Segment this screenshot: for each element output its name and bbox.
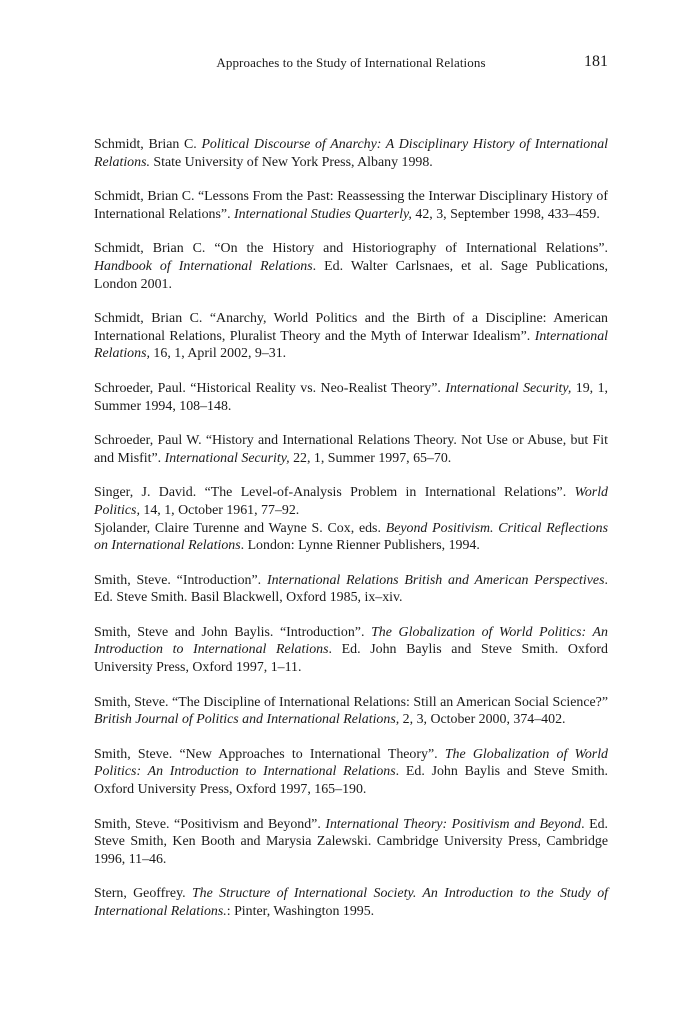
entry-text: 19, 1, Summer 1994, 108–148.: [94, 380, 608, 414]
bibliography-entry: [94, 694, 608, 729]
entry-text: 16, 1, April 2002, 9–31.: [149, 346, 287, 362]
entry-title-italic: Handbook of International Relations: [94, 258, 313, 274]
bibliography-entry: [94, 572, 608, 607]
bibliography-entry: [94, 484, 608, 519]
entry-text: 2, 3, October 2000, 374–402.: [399, 712, 566, 728]
entry-text: Schmidt, Brian C.: [94, 137, 202, 152]
bibliography-entry: [94, 624, 608, 677]
running-header: [94, 54, 608, 74]
entry-title-italic: International Security,: [445, 380, 572, 396]
bibliography-entry: [94, 520, 608, 555]
bibliography-list: [94, 136, 608, 921]
entry-text: Stern, Geoffrey.: [94, 886, 192, 902]
entry-text: Singer, J. David. “The Level-of-Analysis Problem in International Relations”.: [94, 485, 575, 501]
entry-title-italic: The Structure of International Society. An Introduction to the Study of International Relations.: [94, 886, 608, 919]
entry-text: Smith, Steve. “The Discipline of International Relations: Still an American Social Science?”: [94, 694, 608, 710]
entry-text: Schroeder, Paul. “Historical Reality vs. Neo-Realist Theory”.: [94, 380, 446, 396]
entry-text: Smith, Steve. “Introduction”.: [94, 572, 267, 588]
entry-title-italic: Political Discourse of Anarchy: A Disciplinary History of International Relations.: [94, 137, 608, 170]
entry-text: 14, 1, October 1961, 77–92.: [139, 502, 300, 518]
entry-text: . Ed. Walter Carlsnaes, et al. Sage Publications, London 2001.: [94, 258, 608, 292]
entry-title-italic: World Politics,: [94, 485, 608, 518]
entry-text: Schroeder, Paul W. “History and International Relations Theory. Not Use or Abuse, but Fit and Misfit”.: [94, 433, 608, 466]
entry-title-italic: The Globalization of World Politics: An Introduction to International Relations: [94, 746, 609, 780]
running-title: Approaches to the Study of International Relations: [216, 55, 486, 70]
entry-text: 22, 1, Summer 1997, 65–70.: [289, 450, 452, 466]
bibliography-entry: [94, 432, 608, 467]
entry-text: Smith, Steve. “Positivism and Beyond”.: [94, 816, 326, 832]
entry-text: . Ed. Steve Smith, Ken Booth and Marysia Zalewski. Cambridge University Press, Cambridge 1996, 11–46.: [94, 816, 608, 867]
entry-text: State University of New York Press, Albany 1998.: [149, 154, 433, 170]
entry-text: Schmidt, Brian C. “On the History and Historiography of International Relations”.: [94, 241, 608, 257]
bibliography-entry: [94, 885, 608, 920]
bibliography-entry: [94, 240, 608, 293]
entry-text: . Ed. John Baylis and Steve Smith. Oxford University Press, Oxford 1997, 165–190.: [94, 764, 608, 798]
entry-text: . London: Lynne Rienner Publishers, 1994.: [240, 538, 480, 554]
entry-title-italic: International Security,: [164, 450, 290, 466]
bibliography-entry: [94, 746, 608, 799]
entry-title-italic: International Relations British and American Perspectives: [266, 572, 605, 588]
bibliography-entry: [94, 816, 608, 869]
entry-text: 42, 3, September 1998, 433–459.: [411, 206, 600, 222]
entry-text: . Ed. Steve Smith. Basil Blackwell, Oxford 1985, ix–xiv.: [94, 572, 608, 606]
entry-text: Schmidt, Brian C. “Anarchy, World Politics and the Birth of a Discipline: American International Relations, Pluralist Theory and the Myth of Interwar Idealism”.: [94, 311, 608, 344]
entry-title-italic: Beyond Positivism. Critical Reflections on International Relations: [94, 520, 608, 554]
bibliography-entry: [94, 310, 608, 363]
entry-title-italic: International Studies Quarterly,: [234, 206, 412, 222]
entry-title-italic: British Journal of Politics and International Relations,: [94, 712, 400, 728]
entry-text: Smith, Steve and John Baylis. “Introduction”.: [94, 624, 372, 640]
entry-text: . Ed. John Baylis and Steve Smith. Oxford University Press, Oxford 1997, 1–11.: [94, 642, 608, 676]
entry-text: Schmidt, Brian C. “Lessons From the Past: Reassessing the Interwar Disciplinary History of International Relations”.: [94, 189, 608, 222]
entry-text: Smith, Steve. “New Approaches to International Theory”.: [94, 746, 445, 762]
bibliography-entry: [94, 188, 608, 223]
entry-title-italic: International Theory: Positivism and Beyond: [325, 816, 582, 832]
entry-title-italic: The Globalization of World Politics: An Introduction to International Relations: [94, 624, 608, 658]
entry-title-italic: International Relations,: [94, 328, 608, 362]
bibliography-entry: [94, 380, 608, 415]
page-number: 181: [584, 53, 608, 70]
entry-text: Sjolander, Claire Turenne and Wayne S. Cox, eds.: [94, 520, 386, 536]
bibliography-entry: [94, 136, 608, 171]
entry-text: : Pinter, Washington 1995.: [226, 904, 375, 919]
